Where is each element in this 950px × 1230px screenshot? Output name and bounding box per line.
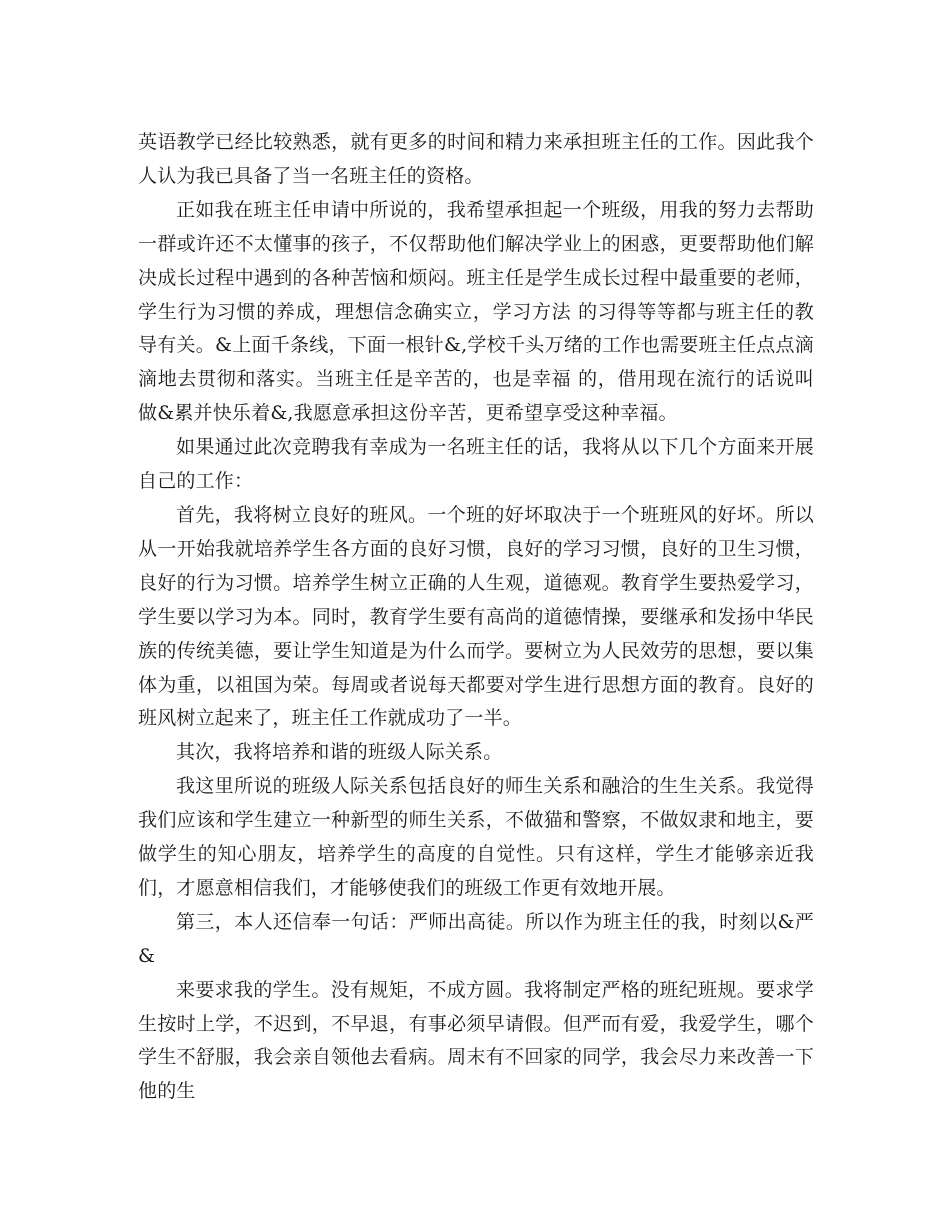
paragraph: 第三，本人还信奉一句话：严师出高徒。所以作为班主任的我，时刻以&严& <box>138 910 814 967</box>
paragraph: 首先，我将树立良好的班风。一个班的好坏取决于一个班班风的好坏。所以从一开始我就培养学生各方面的良好习惯，良好的学习习惯，良好的卫生习惯，良好的行为习惯。培养学生树立正确的人生观，道德观。教育学生要热爱学习，学生要以学习为本。同时，教育学生要有高尚的道德情操，要继承和发扬中华民族的传统美德，要让学生知道是为什么而学。要树立为人民效劳的思想，要以集体为重，以祖国为荣。每周或者说每天都要对学生进行思想方面的教育。良好的班风树立起来了，班主任工作就成功了一半。 <box>138 503 814 730</box>
paragraph: 来要求我的学生。没有规矩，不成方圆。我将制定严格的班纪班规。要求学生按时上学，不迟到，不早退，有事必须早请假。但严而有爱，我爱学生，哪个学生不舒服，我会亲自领他去看病。周末有不回家的同学，我会尽力来改善一下他的生 <box>138 978 814 1103</box>
body-text <box>138 126 814 1109</box>
paragraph: 正如我在班主任申请中所说的，我希望承担起一个班级，用我的努力去帮助一群或许还不太懂事的孩子，不仅帮助他们解决学业上的困惑，更要帮助他们解决成长过程中遇到的各种苦恼和烦闷。班主任是学生成长过程中最重要的老师，学生行为习惯的养成，理想信念确实立，学习方法 的习得等等都与班主任的教导有关。&上面千条线，下面一根针&,学校千头万绪的工作也需要班主任点点滴滴地去贯彻和落实。当班主任是辛苦的，也是幸福 的，借用现在流行的话说叫做&累并快乐着&,我愿意承担这份辛苦，更希望享受这种幸福。 <box>138 198 814 425</box>
paragraph: 我这里所说的班级人际关系包括良好的师生关系和融洽的生生关系。我觉得我们应该和学生建立一种新型的师生关系，不做猫和警察，不做奴隶和地主，要做学生的知心朋友，培养学生的高度的自觉性。只有这样，学生才能够亲近我们，才愿意相信我们，才能够使我们的班级工作更有效地开展。 <box>138 775 814 899</box>
paragraph: 如果通过此次竞聘我有幸成为一名班主任的话，我将从以下几个方面来开展自己的工作： <box>138 436 814 493</box>
paragraph: 英语教学已经比较熟悉，就有更多的时间和精力来承担班主任的工作。因此我个人认为我已具备了当一名班主任的资格。 <box>138 131 814 187</box>
paragraph: 其次，我将培养和谐的班级人际关系。 <box>176 741 503 764</box>
